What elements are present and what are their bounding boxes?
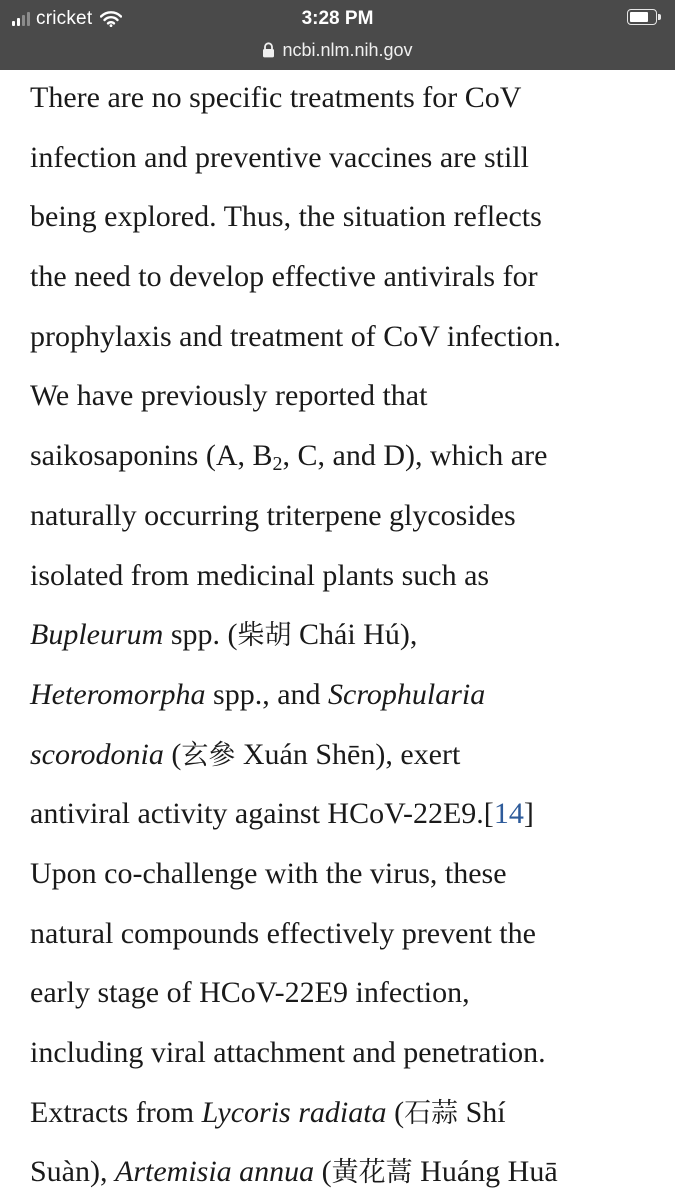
text-line [30,68,660,128]
text-line [30,187,660,247]
subscript: 2 [272,453,283,476]
text-segment: Suàn), [30,1155,115,1189]
text-line [30,725,660,785]
text-segment: Extracts from [30,1095,202,1129]
text-segment: There are no specific treatments for CoV [30,81,522,114]
address-bar[interactable] [0,36,675,64]
text-segment: Shí [458,1095,506,1129]
chinese-name: 石蒜 [404,1097,459,1129]
url-text: ncbi.nlm.nih.gov [282,39,413,60]
battery-icon [627,9,663,27]
text-segment: antiviral activity against HCoV-22E9.[ [30,797,494,831]
text-segment: Huáng Huā [412,1155,558,1189]
italic-term: Bupleurum [30,618,164,652]
chinese-name: 柴胡 [237,620,292,652]
text-line [30,426,660,486]
text-line [30,366,660,426]
status-and-url-bar [0,0,675,70]
text-segment: infection and preventive vaccines are still [30,140,529,174]
text-line [30,844,660,904]
reference-link[interactable]: 14 [493,797,524,831]
text-line [30,1142,660,1200]
text-line [30,665,660,725]
status-time: 3:28 PM [301,8,374,29]
text-line [30,963,660,1023]
italic-term: Heteromorpha [30,677,206,711]
text-line [30,904,660,964]
text-segment: Chái Hú), [291,618,418,652]
text-segment: naturally occurring triterpene glycosides [30,498,516,532]
text-line [30,546,660,606]
text-segment: spp. ( [163,618,238,652]
text-segment: Upon co-challenge with the virus, these [30,856,507,890]
text-segment: prophylaxis and treatment of CoV infection. [30,319,561,353]
text-segment: isolated from medicinal plants such as [30,558,490,592]
text-segment: the need to develop effective antivirals for [30,260,538,294]
text-line [30,784,660,844]
text-segment: We have previously reported that [30,379,428,413]
text-segment: ( [163,737,182,771]
text-segment: natural compounds effectively prevent the [30,916,536,950]
text-line [30,128,660,188]
text-line [30,605,660,665]
italic-term: Scrophularia [328,677,486,711]
text-line [30,247,660,307]
italic-term: Lycoris radiata [201,1095,387,1129]
text-segment: ( [314,1155,332,1189]
lock-icon [262,42,275,58]
italic-term: Artemisia annua [115,1155,315,1189]
text-segment: including viral attachment and penetration. [30,1036,546,1069]
text-line [30,486,660,546]
text-segment: spp., and [205,677,329,711]
chinese-name: 黃花蒿 [331,1157,413,1189]
carrier-name: cricket [36,8,93,29]
text-line [30,1083,660,1143]
text-segment: , C, and D), which are [282,439,548,473]
text-segment: being explored. Thus, the situation reflects [30,200,542,234]
text-segment: saikosaponins (A, B [30,439,273,473]
article-body [30,68,660,1200]
battery-level-fill [630,12,648,22]
text-segment: ( [386,1095,405,1129]
text-segment: early stage of HCoV-22E9 infection, [30,976,470,1010]
text-segment: ] [523,797,534,831]
italic-term: scorodonia [30,737,164,771]
chinese-name: 玄參 [181,739,236,771]
text-line [30,1023,660,1083]
text-segment: Xuán Shēn), exert [235,737,461,771]
text-line [30,307,660,367]
